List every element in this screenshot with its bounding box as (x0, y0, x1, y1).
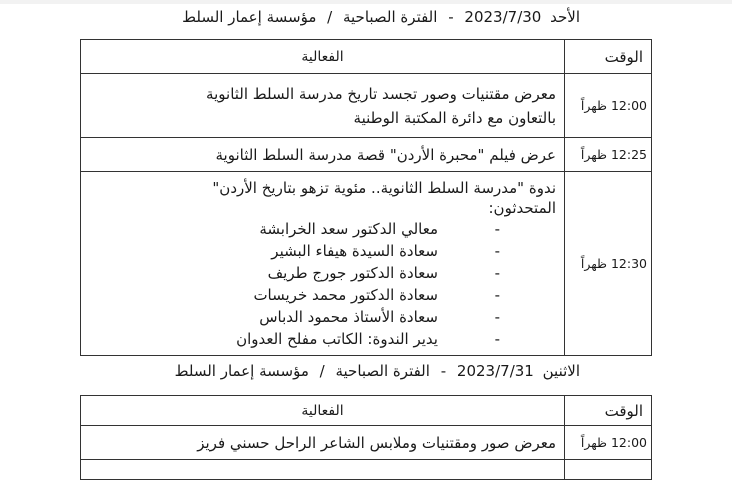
speaker-name: سعادة الدكتور جورج طريف (267, 263, 438, 282)
time-value: 12:00 (610, 98, 647, 113)
row-time (565, 74, 652, 138)
time-suffix: ظهراً (580, 147, 607, 162)
list-item: - يدير الندوة: الكاتب مفلح العدوان (236, 329, 500, 348)
day2-date: 2023/7/31 (456, 362, 534, 380)
row-activity (81, 172, 565, 356)
time-value: 12:00 (610, 435, 647, 450)
activity-line: عرض فيلم "محبرة الأردن" قصة مدرسة السلط الثانوية (215, 145, 556, 164)
speaker-name: سعادة الدكتور محمد خريسات (253, 285, 438, 304)
time-value: 12:25 (610, 147, 647, 162)
day1-date: 2023/7/30 (464, 8, 542, 26)
activity-line: معرض صور ومقتنيات وملابس الشاعر الراحل حسني فريز (197, 433, 556, 452)
day1-period: الفترة الصباحية (342, 8, 438, 26)
time-suffix: ظهراً (580, 435, 607, 450)
table-row (81, 172, 652, 356)
table-header-row (81, 40, 652, 74)
day2-organizer: مؤسسة إعمار السلط (174, 362, 309, 380)
day1-day-name: الأحد (550, 8, 580, 26)
time-suffix: ظهراً (580, 256, 607, 271)
table-row (81, 74, 652, 138)
row-activity (81, 426, 565, 460)
activity-column-header: الفعالية (81, 40, 565, 74)
day2-period: الفترة الصباحية (335, 362, 430, 380)
speaker-name: سعادة الأستاذ محمود الدباس (259, 307, 438, 326)
row-activity (81, 74, 565, 138)
activity-line: ندوة "مدرسة السلط الثانوية.. مئوية تزهو بتاريخ الأردن" (212, 178, 556, 197)
list-item: - سعادة السيدة هيفاء البشير (271, 241, 500, 260)
table-row (81, 138, 652, 172)
day2-schedule-table (80, 395, 652, 480)
row-time (565, 138, 652, 172)
day2-slash: / (319, 362, 325, 380)
list-item: - سعادة الدكتور محمد خريسات (253, 285, 500, 304)
speaker-name: معالي الدكتور سعد الخرابشة (259, 219, 438, 238)
speaker-list (89, 218, 556, 350)
day1-organizer: مؤسسة إعمار السلط (182, 8, 317, 26)
activity-line: معرض مقتنيات وصور تجسد تاريخ مدرسة السلط الثانوية (206, 84, 556, 103)
table-header-row (81, 396, 652, 426)
activity-line: المتحدثون: (488, 198, 556, 217)
day2-heading (20, 362, 580, 380)
speaker-name: يدير الندوة: الكاتب مفلح العدوان (236, 329, 438, 348)
table-row (81, 426, 652, 460)
activity-line: بالتعاون مع دائرة المكتبة الوطنية (353, 108, 556, 127)
row-time (565, 426, 652, 460)
time-value: 12:30 (610, 256, 647, 271)
time-suffix: ظهراً (580, 98, 607, 113)
time-column-header: الوقت (565, 40, 652, 74)
speaker-name: سعادة السيدة هيفاء البشير (271, 241, 438, 260)
top-bar (0, 0, 732, 4)
list-item: - سعادة الدكتور جورج طريف (267, 263, 500, 282)
list-item: - سعادة الأستاذ محمود الدباس (259, 307, 500, 326)
list-item: - معالي الدكتور سعد الخرابشة (259, 219, 500, 238)
day2-dash: - (440, 362, 447, 380)
activity-column-header: الفعالية (81, 396, 565, 426)
day1-slash: / (327, 8, 333, 26)
row-activity (81, 138, 565, 172)
row-time (565, 172, 652, 356)
day2-day-name: الاثنين (542, 362, 580, 380)
time-column-header: الوقت (565, 396, 652, 426)
day1-schedule-table (80, 39, 652, 356)
day1-dash: - (448, 8, 454, 26)
day1-heading (20, 8, 580, 26)
